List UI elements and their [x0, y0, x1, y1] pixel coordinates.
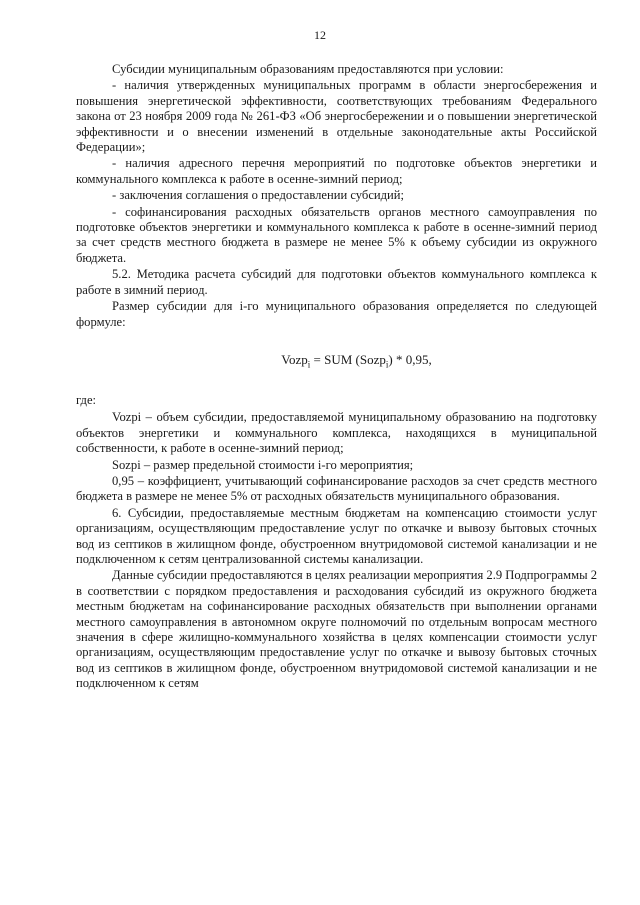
- paragraph-conditions-intro: Субсидии муниципальным образованиям предоставляются при условии:: [112, 62, 504, 76]
- formula-rhs: ) * 0,95,: [388, 351, 432, 367]
- paragraph-section-6-details: Данные субсидии предоставляются в целях реализации мероприятия 2.9 Подпрограммы 2 в соответствии с порядком предоставления и расходования субсидий из окружного бюджета местным бюджетам на софинансирование расходных обязательств при выполнении органами местного самоуправления в автономном округе полномочий по отдельным вопросам местного значения в сфере жилищно-коммунального хозяйства в целях компенсации стоимости услуг организациям, осуществляющим предоставление услуг по откачке и вывозу бытовых сточных вод из септиков в жилищном фонде, обустроенном внутридомовой системой канализации и не подключенном к сетям: [76, 568, 597, 691]
- subsidy-formula: [76, 352, 597, 373]
- paragraph-condition-programs: - наличия утвержденных муниципальных программ в области энергосбережения и повышения энергетической эффективности, соответствующих требованиям Федерального закона от 23 ноября 2009 года № 261-ФЗ «Об энергосбережении и о повышении энергетической эффективности и о внесении изменений в отдельные законодательные акты Российской Федерации»;: [76, 78, 597, 155]
- formula-mid-sub: i: [385, 359, 389, 370]
- page-number: 12: [314, 28, 326, 42]
- formula-lhs-sub: i: [307, 359, 311, 370]
- formula-mid: = SUM (Sozp: [310, 351, 386, 367]
- paragraph-def-coefficient: 0,95 – коэффициент, учитывающий софинансирование расходов за счет средств местного бюджета в размере не менее 5% от расходных обязательств муниципального образования.: [76, 473, 597, 504]
- paragraph-condition-cofinancing: - софинансирования расходных обязательств органов местного самоуправления по подготовке объектов энергетики и коммунального комплекса к работе в осенне-зимний период за счет средств местного бюджета в размере не менее 5% к объему субсидии из окружного бюджета.: [76, 204, 597, 265]
- paragraph-def-vozp: Vozpi – объем субсидии, предоставляемой муниципальному образованию на подготовку объектов энергетики и коммунального комплекса, находящихся в муниципальной собственности, к работе в осенне-зимний период;: [76, 410, 597, 456]
- formula-lhs: Vozp: [281, 351, 308, 367]
- paragraph-def-sozp: Sozpi – размер предельной стоимости i-го мероприятия;: [112, 457, 414, 472]
- paragraph-section-5-2: 5.2. Методика расчета субсидий для подготовки объектов коммунального комплекса к работе в зимний период.: [76, 267, 597, 297]
- document-body: [76, 62, 597, 693]
- paragraph-condition-list: - наличия адресного перечня мероприятий по подготовке объектов энергетики и коммунального комплекса к работе в осенне-зимний период;: [76, 156, 597, 186]
- where-label: где:: [76, 392, 97, 407]
- paragraph-formula-intro: Размер субсидии для i-го муниципального образования определяется по следующей формуле:: [76, 299, 597, 329]
- paragraph-condition-agreement: - заключения соглашения о предоставлении субсидий;: [112, 188, 405, 203]
- paragraph-section-6: 6. Субсидии, предоставляемые местным бюджетам на компенсацию стоимости услуг организациям, осуществляющим предоставление услуг по откачке и вывозу бытовых сточных вод из септиков в жилищном фонде, обустроенном внутридомовой системой канализации и не подключенном к сетям централизованной системы канализации.: [76, 505, 597, 566]
